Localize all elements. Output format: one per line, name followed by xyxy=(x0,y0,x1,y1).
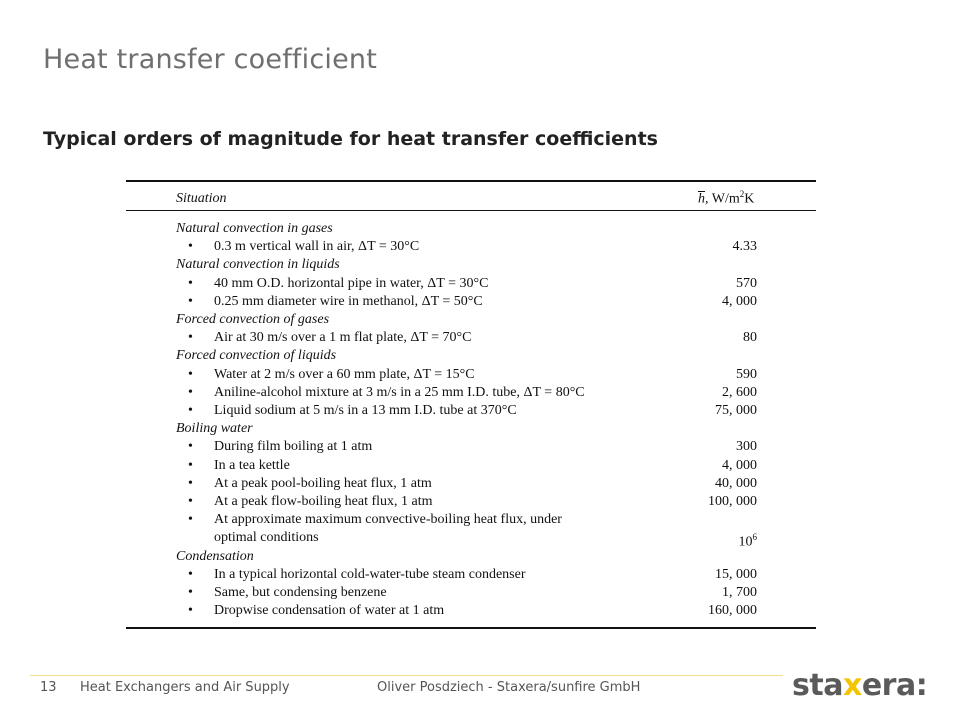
bullet-icon: • xyxy=(188,512,193,528)
header-h-unit-tail: K xyxy=(744,191,755,207)
coefficient-value xyxy=(715,402,757,419)
category-row xyxy=(126,311,816,328)
bullet-icon: • xyxy=(188,293,193,309)
category-row xyxy=(126,548,816,565)
coefficient-number: 570 xyxy=(736,275,757,291)
coefficient-value xyxy=(722,457,757,474)
header-h-unit-text: , W/m xyxy=(705,191,740,207)
coefficient-value xyxy=(708,493,757,510)
coefficient-value xyxy=(722,293,757,310)
bullet-icon: • xyxy=(188,330,193,346)
coefficient-number: 590 xyxy=(736,366,757,382)
table-row xyxy=(126,438,816,455)
coefficient-number: 40, 000 xyxy=(715,475,757,491)
category-row xyxy=(126,347,816,364)
situation-text: Dropwise condensation of water at 1 atm xyxy=(214,603,445,619)
category-row xyxy=(126,420,816,437)
page-number: 13 xyxy=(40,680,57,695)
situation-text: In a tea kettle xyxy=(214,457,290,473)
bullet-icon: • xyxy=(188,403,193,418)
situation-text: Same, but condensing benzene xyxy=(214,585,387,600)
coefficient-number: 15, 000 xyxy=(715,566,757,582)
coefficient-number: 2, 600 xyxy=(722,384,757,400)
situation-text: At a peak flow-boiling heat flux, 1 atm xyxy=(214,494,433,509)
coefficient-value xyxy=(736,438,757,455)
table-row xyxy=(126,475,816,492)
header-h-symbol: $\overline{h}$ xyxy=(698,191,705,207)
category-label: Natural convection in gases xyxy=(176,221,333,236)
heat-transfer-table xyxy=(126,180,816,629)
table-row xyxy=(126,511,816,528)
coefficient-number: 160, 000 xyxy=(708,603,757,619)
table-row xyxy=(126,602,816,619)
footer-course: Heat Exchangers and Air Supply xyxy=(80,680,290,695)
coefficient-value xyxy=(722,584,757,601)
slide-subtitle: Typical orders of magnitude for heat transfer coefficients xyxy=(43,128,658,150)
bullet-icon: • xyxy=(188,566,193,582)
category-row xyxy=(126,220,816,237)
coefficient-number: 80 xyxy=(743,330,757,346)
coefficient-number: 300 xyxy=(736,439,757,455)
category-label: Forced convection of liquids xyxy=(176,348,337,364)
slide-title: Heat transfer coefficient xyxy=(43,44,377,75)
logo-text-a: sta xyxy=(792,668,843,703)
footer-author: Oliver Posdziech - Staxera/sunfire GmbH xyxy=(377,680,641,695)
table-row xyxy=(126,384,816,401)
coefficient-number: 1, 700 xyxy=(722,585,757,600)
situation-text: Water at 2 m/s over a 60 mm plate, ΔT = 15°C xyxy=(214,366,475,382)
coefficient-value xyxy=(715,566,757,583)
header-h-exponent: 2 xyxy=(739,189,745,199)
situation-text: During film boiling at 1 atm xyxy=(214,439,373,455)
table-row xyxy=(126,366,816,383)
coefficient-value xyxy=(733,238,758,255)
situation-text: In a typical horizontal cold-water-tube steam condenser xyxy=(214,566,526,582)
situation-text: 0.3 m vertical wall in air, ΔT = 30°C xyxy=(214,239,420,255)
coefficient-value xyxy=(736,366,757,383)
table-header xyxy=(126,182,816,211)
situation-text: Liquid sodium at 5 m/s in a 13 mm I.D. tube at 370°C xyxy=(214,403,517,418)
coefficient-value xyxy=(743,329,757,346)
bullet-icon: • xyxy=(188,494,193,509)
logo-text-x: x xyxy=(842,668,862,703)
category-label: Forced convection of gases xyxy=(176,312,330,327)
coefficient-number: 75, 000 xyxy=(715,403,757,418)
logo-text-b: era: xyxy=(861,668,928,703)
footer-divider xyxy=(30,675,783,676)
situation-text: 0.25 mm diameter wire in methanol, ΔT = 50°C xyxy=(214,293,483,309)
coefficient-exponent: 6 xyxy=(752,532,757,543)
category-label: Condensation xyxy=(176,548,254,564)
coefficient-value xyxy=(736,275,757,292)
situation-text: Aniline-alcohol mixture at 3 m/s in a 25 mm I.D. tube, ΔT = 80°C xyxy=(214,384,585,400)
coefficient-number: 10 xyxy=(738,535,753,551)
table-row xyxy=(126,584,816,601)
table-row xyxy=(126,493,816,510)
bullet-icon: • xyxy=(188,475,193,491)
bullet-icon: • xyxy=(188,384,193,400)
bullet-icon: • xyxy=(188,239,193,255)
coefficient-value xyxy=(708,602,757,619)
table-row xyxy=(126,566,816,583)
table-row xyxy=(126,529,816,551)
situation-text: optimal conditions xyxy=(214,530,319,546)
category-label: Natural convection in liquids xyxy=(176,257,340,273)
category-label: Boiling water xyxy=(176,421,253,437)
bullet-icon: • xyxy=(188,439,193,455)
coefficient-number: 4.33 xyxy=(732,239,757,255)
bullet-icon: • xyxy=(188,585,193,600)
bullet-icon: • xyxy=(188,275,193,291)
situation-text: 40 mm O.D. horizontal pipe in water, ΔT = 30°C xyxy=(214,275,489,291)
table-row xyxy=(126,238,816,255)
coefficient-value xyxy=(715,475,757,492)
situation-text: Air at 30 m/s over a 1 m flat plate, ΔT = 70°C xyxy=(214,330,472,346)
coefficient-number: 4, 000 xyxy=(722,457,757,473)
table-row xyxy=(126,402,816,419)
staxera-logo xyxy=(792,668,927,703)
coefficient-value xyxy=(722,384,757,401)
table-row xyxy=(126,329,816,346)
bullet-icon: • xyxy=(188,457,193,473)
category-row xyxy=(126,256,816,273)
table-row xyxy=(126,275,816,292)
header-situation: Situation xyxy=(176,191,227,206)
header-h-unit xyxy=(698,189,754,208)
bullet-icon: • xyxy=(188,366,193,382)
situation-text: At a peak pool-boiling heat flux, 1 atm xyxy=(214,475,432,491)
situation-text: At approximate maximum convective-boiling heat flux, under xyxy=(214,512,562,528)
coefficient-number: 4, 000 xyxy=(722,293,757,309)
table-row xyxy=(126,293,816,310)
bullet-icon: • xyxy=(188,603,193,619)
table-row xyxy=(126,457,816,474)
coefficient-number: 100, 000 xyxy=(708,494,757,509)
